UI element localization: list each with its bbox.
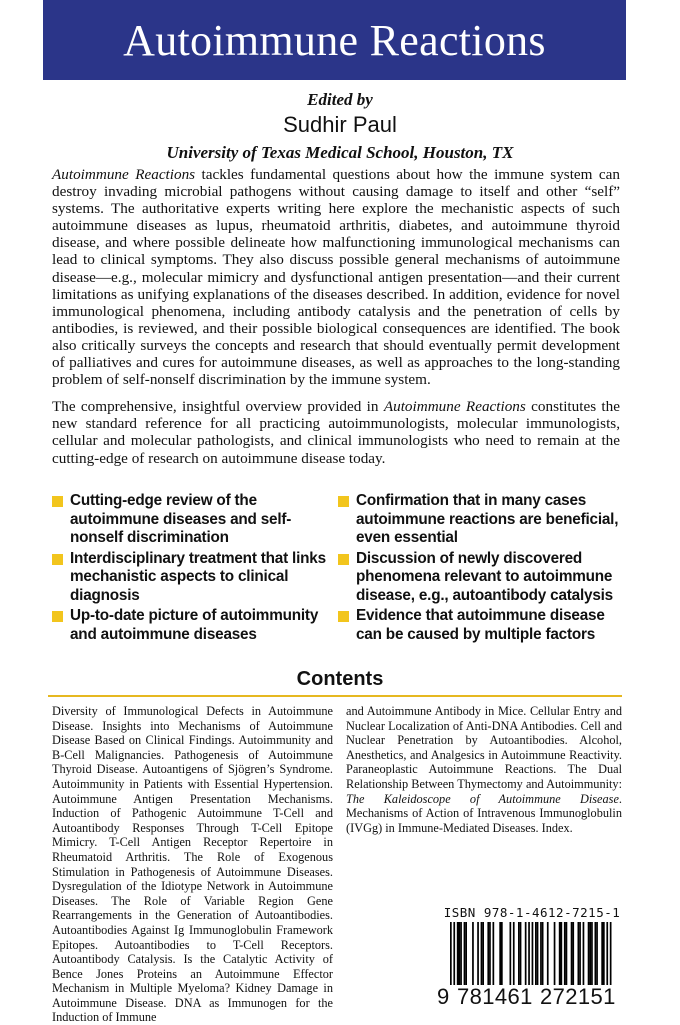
barcode-bar (571, 922, 573, 986)
barcode-bar (510, 922, 512, 986)
editor-affiliation: University of Texas Medical School, Houston, TX (166, 143, 514, 162)
barcode-bar (547, 922, 549, 986)
barcode-bar (591, 922, 593, 986)
feature-column-left (52, 492, 332, 646)
yellow-square-bullet-icon (338, 496, 349, 507)
contents-right-pre: and Autoimmune Antibody in Mice. Cellular Entry and Nuclear Localization of Anti-DNA Antibodies. Cell and Nuclear Penetration by Autoantibodies. Alcohol, Anesthetics, and Analgesics in Autoimmune Reactivity. Paraneoplastic Autoimmune Reactions. The Dual Relationship Between Thymectomy and Autoimmunity: (346, 704, 622, 791)
barcode-bar (564, 922, 566, 986)
description-p1-text: tackles fundamental questions about how the immune system can destroy invading microbial pathogens without causing damage to itself and other “self” systems. The authoritative experts writing here explore the mechanistic aspects of such autoimmune diseases as lupus, rheumatoid arthritis, diabetes, and autoimmune thyroid disease, and where possible delineate how malfunctioning immunological mechanisms can lead to clinical symptoms. They also discuss possible general mechanisms of autoimmune disease—e.g., molecular mimicry and dysfunctional antigen presentation—and their current limitations as unifying explanations of the diseases described. In addition, evidence for novel immunological phenomena, including antibody catalysis and the penetration of cells by antibodies, is reviewed, and their possible biological consequences are identified. The book also critically surveys the concepts and research that should eventually permit development of palliatives and cures for autoimmune diseases, as well as approaches to the long-standing problem of self-nonself discrimination by the immune system. (52, 166, 620, 389)
barcode-bar (464, 922, 466, 986)
barcode-bar (513, 922, 515, 986)
barcode-bar (487, 922, 489, 986)
editor-name: Sudhir Paul (283, 112, 397, 137)
barcode-bar (493, 922, 495, 986)
feature-text: Cutting-edge review of the autoimmune diseases and self-nonself discrimination (70, 492, 292, 546)
barcode-bar (542, 922, 544, 986)
barcode-digits (437, 985, 627, 1009)
feature-column-right (338, 492, 624, 646)
description-paragraph-2 (52, 398, 620, 466)
feature-text: Confirmation that in many cases autoimmune reactions are beneficial, even essential (356, 492, 619, 546)
feature-item (338, 550, 624, 606)
yellow-square-bullet-icon (52, 496, 63, 507)
feature-text: Evidence that autoimmune disease can be caused by multiple factors (356, 607, 605, 643)
feature-list (52, 492, 624, 646)
barcode-bar (535, 922, 537, 986)
barcode-bar (566, 922, 568, 986)
barcode-bar (481, 922, 483, 986)
contents-heading: Contents (296, 668, 384, 690)
barcode-bar (554, 922, 556, 986)
barcode-digits-right: 272151 (540, 984, 616, 1009)
barcode-bar (595, 922, 597, 986)
barcode-bar (540, 922, 542, 986)
feature-item (338, 607, 624, 644)
edited-by-label: Edited by (307, 90, 373, 109)
barcode-bar (583, 922, 585, 986)
barcode-bar (499, 922, 501, 986)
feature-item (338, 492, 624, 548)
barcode-bar (459, 922, 461, 986)
description-lead-title: Autoimmune Reactions (52, 166, 196, 183)
description-p2-post: constitutes the new standard reference for all practicing autoimmunologists, molecular immunologists, cellular and molecular pathologists, and clinical immunologists who need to remain at the cutting-edge of research on autoimmune disease today. (52, 398, 620, 467)
barcode-bar (559, 922, 561, 986)
barcode-bar (537, 922, 539, 986)
feature-item (52, 492, 332, 548)
barcode-bar (465, 922, 467, 986)
feature-text: Interdisciplinary treatment that links mechanistic aspects to clinical diagnosis (70, 549, 326, 604)
barcode-bar (472, 922, 474, 986)
yellow-square-bullet-icon (338, 554, 349, 565)
contents-column-left: Diversity of Immunological Defects in Autoimmune Disease. Insights into Mechanisms of Autoimmune Disease Based on Clinical Findings. Autoimmunity and B-Cell Malignancies. Pathogenesis of Autoimmune Thyroid Disease. Autoantigens of Sjögren’s Syndrome. Autoimmunity in Patients with Essential Hypertension. Autoimmune Antigen Presentation Mechanisms. Induction of Pathogenic Autoimmune T-Cell and Autoantibody Responses Through T-Cell Epitope Mimicry. T-Cell Antigen Receptor Repertoire in Rheumatoid Arthritis. The Role of Exogenous Stimulation in Pathogenesis of Autoimmune Diseases. Dysregulation of the Idiotype Network in Autoimmune Diseases. The Role of Variable Region Gene Rearrangements in the Generation of Autoantibodies. Autoantibodies Against Ig Immunoglobulin Framework Epitopes. Autoantibodies to T-Cell Receptors. Autoantibody Catalysis. Is the Catalytic Activity of Bence Jones Proteins an Autoimmune Effector Mechanism in Multiple Myeloma? Kidney Damage in Autoimmune Disease. DNA as Immunogen for the Induction of Immune (52, 704, 333, 1025)
yellow-square-bullet-icon (52, 611, 63, 622)
barcode-bar (482, 922, 484, 986)
barcode-bar (596, 922, 598, 986)
barcode-digits-left: 781461 (457, 984, 533, 1009)
contents-right-post: . Mechanisms of Action of Intravenous Immunoglobulin (IVGg) in Immune-Mediated Diseases. Index. (346, 791, 622, 835)
barcode-bar (601, 922, 603, 986)
yellow-square-bullet-icon (338, 611, 349, 622)
barcode-bar (525, 922, 527, 986)
book-title: Autoimmune Reactions (123, 15, 546, 65)
title-banner (43, 0, 626, 80)
book-description (52, 166, 620, 477)
barcode-bar (518, 922, 520, 986)
barcode (437, 922, 627, 1012)
description-p2-pre: The comprehensive, insightful overview provided in (52, 398, 384, 416)
contents-right-italic: The Kaleidoscope of Autoimmune Disease (346, 791, 619, 806)
description-paragraph-1 (52, 166, 620, 388)
feature-item (52, 607, 332, 644)
barcode-bar (588, 922, 590, 986)
barcode-bar (578, 922, 580, 986)
contents-column-right (346, 704, 622, 835)
barcode-bar (561, 922, 563, 986)
barcode-bar (579, 922, 581, 986)
barcode-bar (460, 922, 462, 986)
contents-divider (48, 695, 622, 697)
description-p2-title: Autoimmune Reactions (383, 398, 526, 416)
barcode-bar (589, 922, 591, 986)
feature-text: Discussion of newly discovered phenomena relevant to autoimmune disease, e.g., autoantibody catalysis (356, 549, 613, 604)
yellow-square-bullet-icon (52, 554, 63, 565)
barcode-bar (520, 922, 522, 986)
feature-text: Up-to-date picture of autoimmunity and autoimmune diseases (70, 607, 319, 643)
barcode-bar (477, 922, 479, 986)
barcode-bar (457, 922, 459, 986)
barcode-bar (489, 922, 491, 986)
isbn-label: ISBN 978-1-4612-7215-1 (443, 905, 621, 920)
barcode-bar (572, 922, 574, 986)
barcode-digit-first: 9 (437, 984, 450, 1009)
barcode-bar (501, 922, 503, 986)
barcode-bar (603, 922, 605, 986)
feature-item (52, 550, 332, 606)
